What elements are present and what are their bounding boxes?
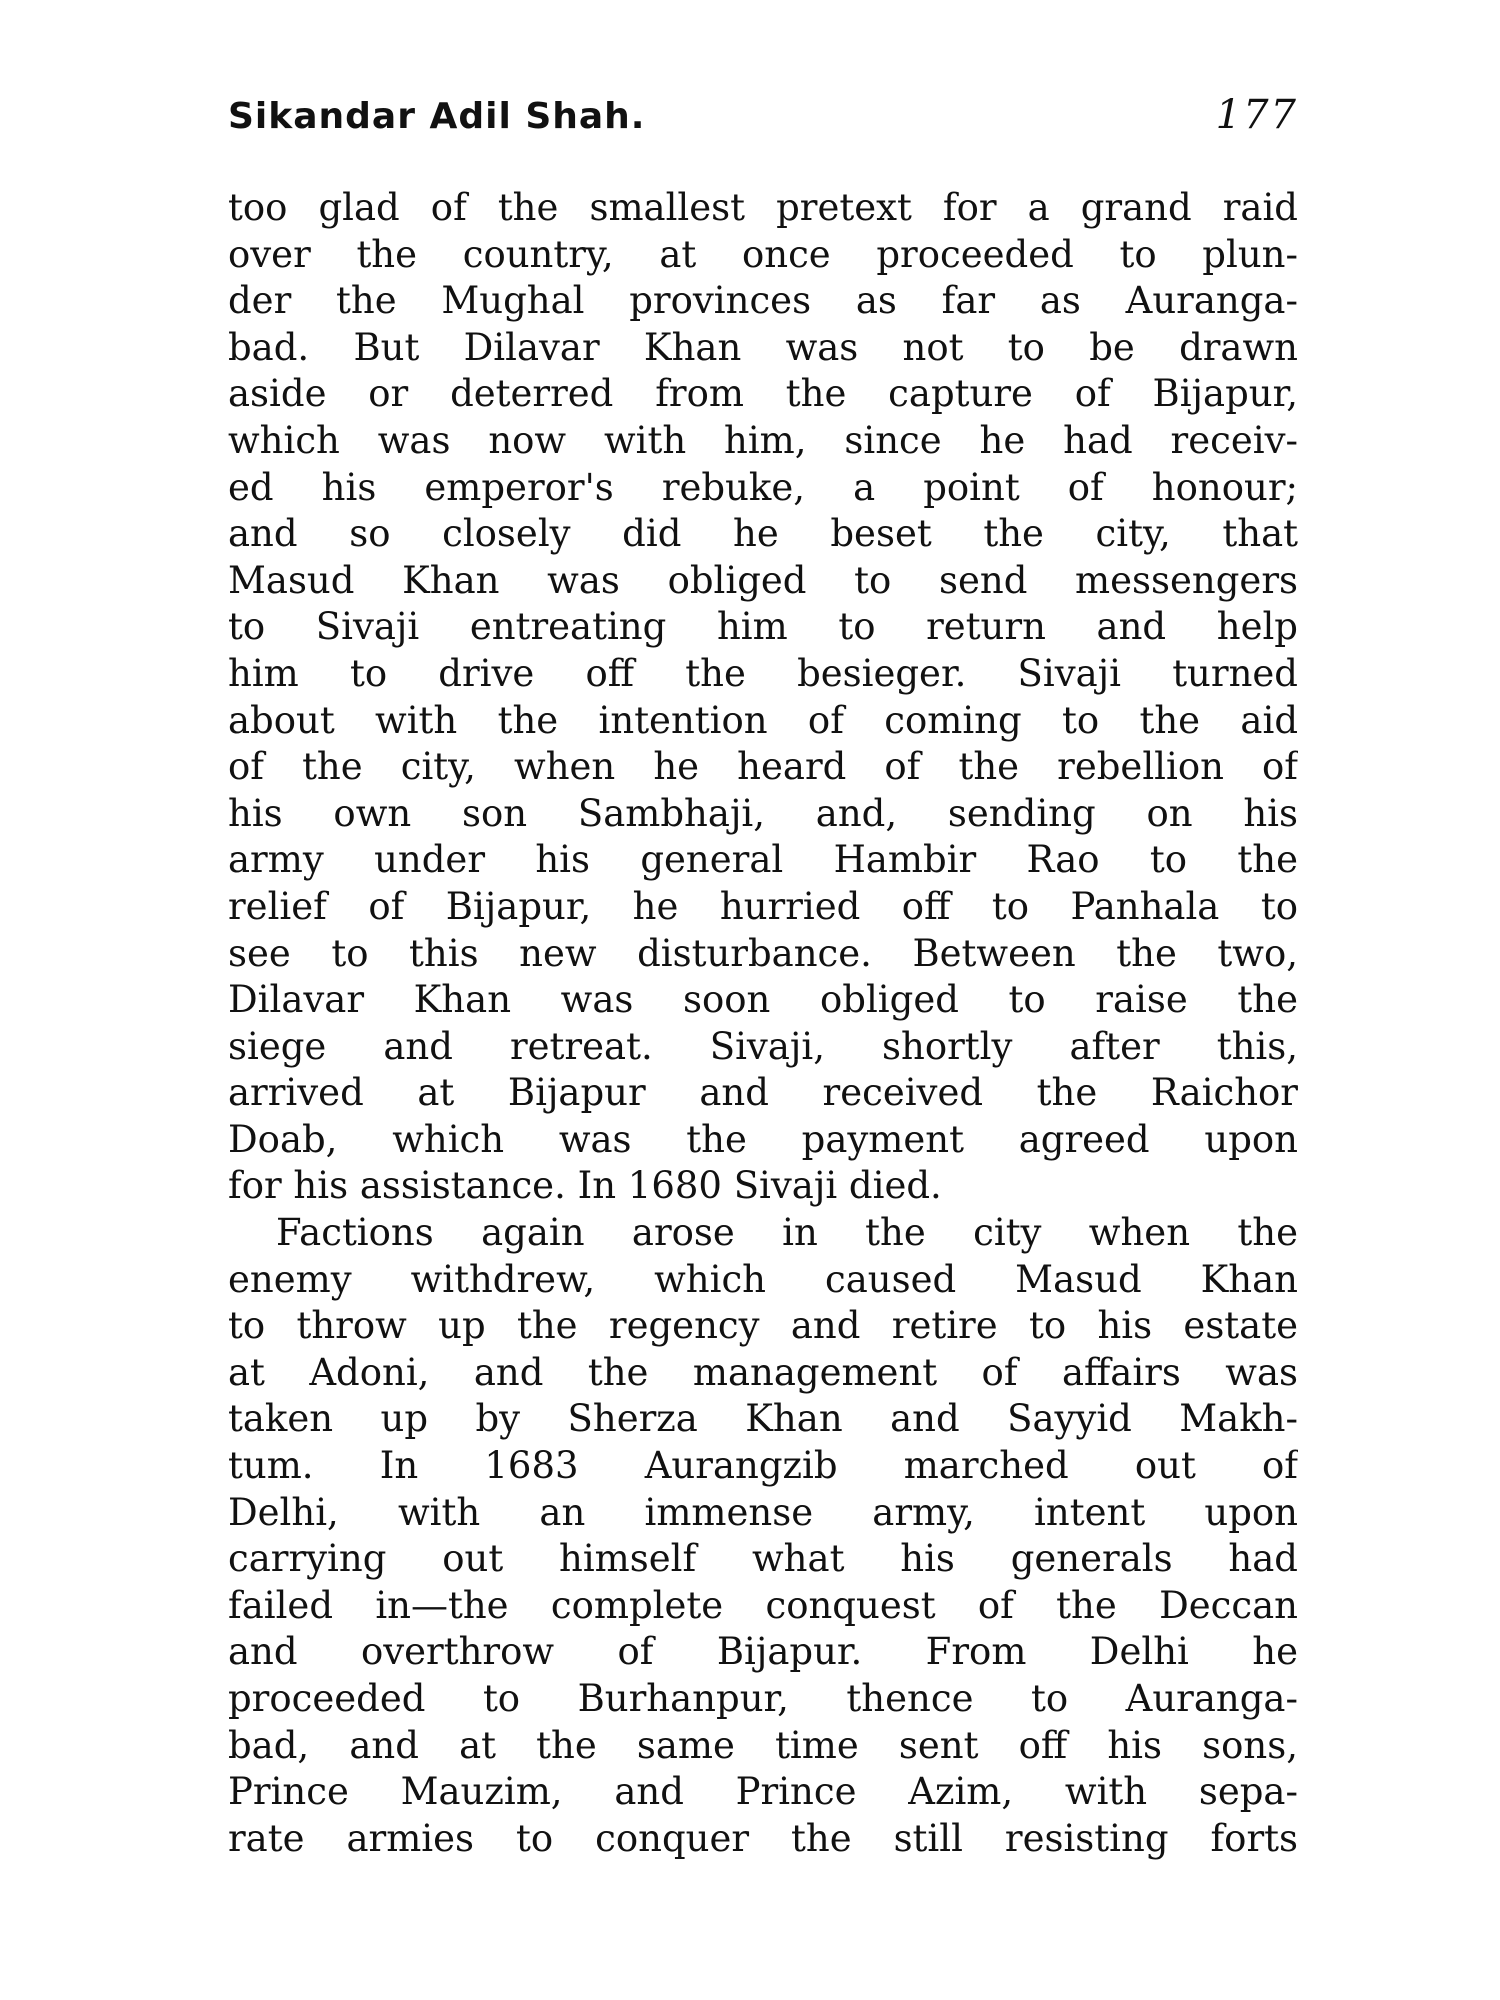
text-line: aside or deterred from the capture of Bijapur, (228, 372, 1298, 416)
text-line: and overthrow of Bijapur. From Delhi he (228, 1630, 1298, 1674)
text-line: der the Mughal provinces as far as Auranga- (228, 279, 1298, 323)
text-line: failed in—the complete conquest of the Deccan (228, 1583, 1298, 1627)
text-line: Dilavar Khan was soon obliged to raise the (228, 978, 1298, 1022)
text-line: his own son Sambhaji, and, sending on his (228, 791, 1298, 835)
text-line: army under his general Hambir Rao to the (228, 838, 1298, 882)
text-line: Factions again arose in the city when the (276, 1211, 1298, 1255)
text-line: and so closely did he beset the city, that (228, 512, 1298, 556)
text-line: of the city, when he heard of the rebellion of (228, 745, 1298, 789)
text-line: for his assistance. In 1680 Sivaji died. (228, 1164, 942, 1208)
text-line: carrying out himself what his generals had (228, 1537, 1298, 1581)
text-line: at Adoni, and the management of affairs was (228, 1350, 1298, 1394)
text-line: bad, and at the same time sent off his sons, (228, 1723, 1298, 1767)
text-line: about with the intention of coming to the aid (228, 698, 1298, 742)
text-line: bad. But Dilavar Khan was not to be drawn (228, 325, 1298, 369)
text-line: Delhi, with an immense army, intent upon (228, 1490, 1298, 1534)
text-line: Prince Mauzim, and Prince Azim, with sepa- (228, 1770, 1298, 1814)
text-line: Masud Khan was obliged to send messengers (228, 558, 1298, 602)
paragraph-1 (228, 185, 1298, 1210)
text-line: see to this new disturbance. Between the two, (228, 931, 1298, 975)
text-line: taken up by Sherza Khan and Sayyid Makh- (228, 1397, 1298, 1441)
text-line: enemy withdrew, which caused Masud Khan (228, 1257, 1298, 1301)
page-number: 177 (1215, 92, 1298, 138)
text-line: Doab, which was the payment agreed upon (228, 1117, 1298, 1161)
text-line: too glad of the smallest pretext for a grand raid (228, 186, 1298, 229)
paragraph-2 (228, 1210, 1298, 1862)
text-line: relief of Bijapur, he hurried off to Panhala to (228, 884, 1298, 928)
text-line: proceeded to Burhanpur, thence to Auranga- (228, 1677, 1298, 1720)
text-line: over the country, at once proceeded to plun- (228, 232, 1298, 276)
text-line: to throw up the regency and retire to his estate (228, 1304, 1298, 1348)
text-line: him to drive off the besieger. Sivaji turned (228, 651, 1298, 695)
body-text (228, 185, 1298, 1862)
running-head-title: Sikandar Adil Shah. (228, 96, 646, 137)
running-head (228, 92, 1298, 152)
text-line: rate armies to conquer the still resisting forts (228, 1816, 1298, 1860)
text-line: tum. In 1683 Aurangzib marched out of (228, 1444, 1298, 1488)
text-line: ed his emperor's rebuke, a point of honour; (228, 465, 1298, 509)
text-line: arrived at Bijapur and received the Raichor (228, 1071, 1298, 1115)
text-line: to Sivaji entreating him to return and help (228, 605, 1298, 649)
text-line: siege and retreat. Sivaji, shortly after this, (228, 1024, 1298, 1068)
text-line: which was now with him, since he had receiv- (228, 418, 1298, 462)
